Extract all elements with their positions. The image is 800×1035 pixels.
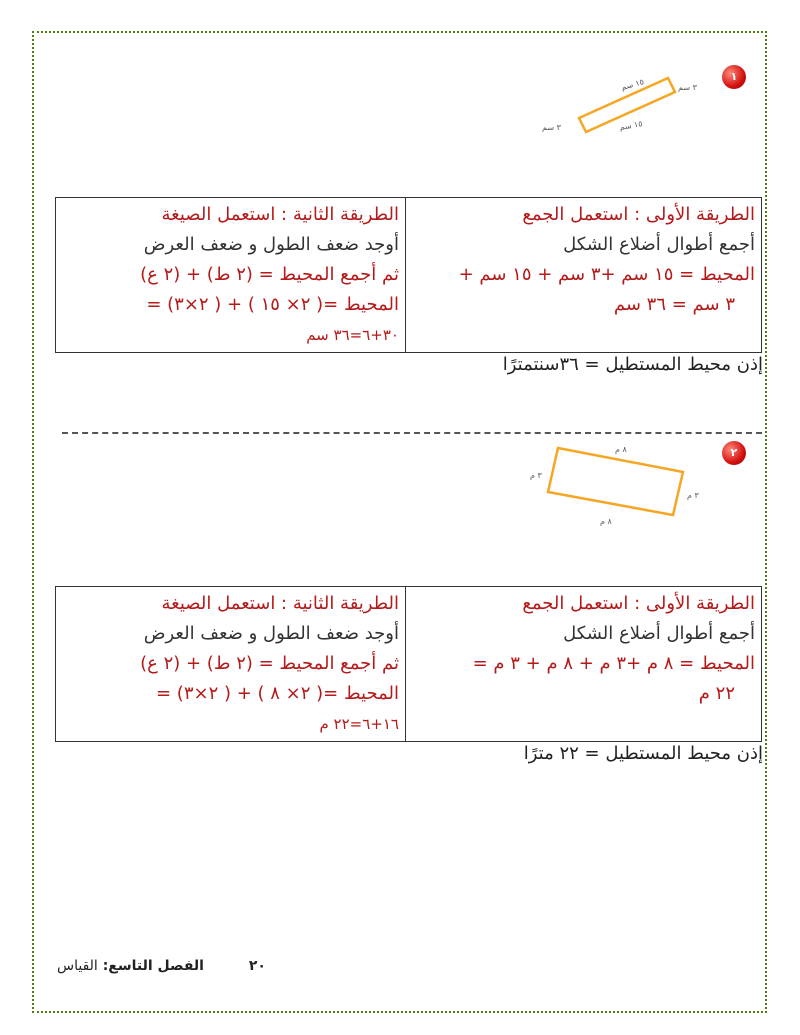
problem-1-number: ١ <box>730 70 738 83</box>
problem-1-method-2 <box>56 198 406 353</box>
problem-1-method-1-line-1: المحيط = ١٥ سم +٣ سم + ١٥ سم + <box>458 264 755 285</box>
problem-1-method-1 <box>406 198 762 353</box>
problem-1-methods-table <box>55 197 762 353</box>
problem-1-method-2-instruction: أوجد ضعف الطول و ضعف العرض <box>143 234 399 255</box>
problem-2-number: ٢ <box>730 446 738 459</box>
problem-2-method-2-title: الطريقة الثانية : استعمل الصيغة <box>161 593 399 614</box>
problem-1-method-2-line-2: المحيط =( ٢× ١٥ ) + ( ٢×٣) = <box>146 294 399 315</box>
problem-1-badge <box>722 65 746 89</box>
problem-1-method-1-line-2: ٣ سم = ٣٦ سم <box>613 294 735 315</box>
problem-1-rectangle-figure <box>530 70 715 135</box>
chapter-topic: القياس <box>57 958 98 974</box>
problem-2-badge <box>722 441 746 465</box>
problem-1-method-1-instruction: أجمع أطوال أضلاع الشكل <box>563 234 755 255</box>
problem-2-rectangle <box>548 448 683 515</box>
page-footer <box>57 958 266 974</box>
problem-2-method-1-title: الطريقة الأولى : استعمل الجمع <box>522 593 755 614</box>
problem-1-method-2-title: الطريقة الثانية : استعمل الصيغة <box>161 204 399 225</box>
problem-1-label-left: ٣ سم <box>542 123 561 132</box>
problem-1-label-bottom: ١٥ سم <box>618 119 644 132</box>
problem-2-method-2-line-1: ثم أجمع المحيط = (٢ ط) + (٢ ع) <box>140 653 399 674</box>
problem-2-method-1-instruction: أجمع أطوال أضلاع الشكل <box>563 623 755 644</box>
problem-1-label-top: ١٥ سم <box>620 77 645 92</box>
problem-1-method-2-line-1: ثم أجمع المحيط = (٢ ط) + (٢ ع) <box>140 264 399 285</box>
problem-1-method-1-title: الطريقة الأولى : استعمل الجمع <box>522 204 755 225</box>
problem-1-label-right: ٣ سم <box>678 83 697 92</box>
problem-2-methods-table <box>55 586 762 742</box>
page-number: ٢٠ <box>248 958 266 974</box>
problem-2-method-1-line-2: ٢٢ م <box>698 683 735 704</box>
problem-2-method-2-instruction: أوجد ضعف الطول و ضعف العرض <box>143 623 399 644</box>
problem-2-method-1 <box>406 587 762 742</box>
problem-2-label-right: ٣ م <box>687 491 699 500</box>
section-divider <box>62 432 762 434</box>
problem-2-method-2 <box>56 587 406 742</box>
problem-2-method-1-line-1: المحيط = ٨ م +٣ م + ٨ م + ٣ م = <box>472 653 755 674</box>
chapter-label: الفصل التاسع: <box>102 958 204 974</box>
problem-2-rectangle-figure <box>525 440 715 530</box>
problem-2-method-2-line-2: المحيط =( ٢× ٨ ) + ( ٢×٣) = <box>155 683 399 704</box>
problem-2-label-bottom: ٨ م <box>600 517 612 526</box>
problem-1-conclusion: إذن محيط المستطيل = ٣٦سنتمترًا <box>502 354 763 375</box>
problem-2-label-top: ٨ م <box>615 445 627 454</box>
problem-2-conclusion: إذن محيط المستطيل = ٢٢ مترًا <box>523 743 763 764</box>
problem-2-label-left: ٣ م <box>530 471 542 480</box>
problem-2-method-2-line-3: ١٦+٦=٢٢ م <box>319 715 399 733</box>
problem-1-method-2-line-3: ٣٠+٦=٣٦ سم <box>306 326 399 344</box>
